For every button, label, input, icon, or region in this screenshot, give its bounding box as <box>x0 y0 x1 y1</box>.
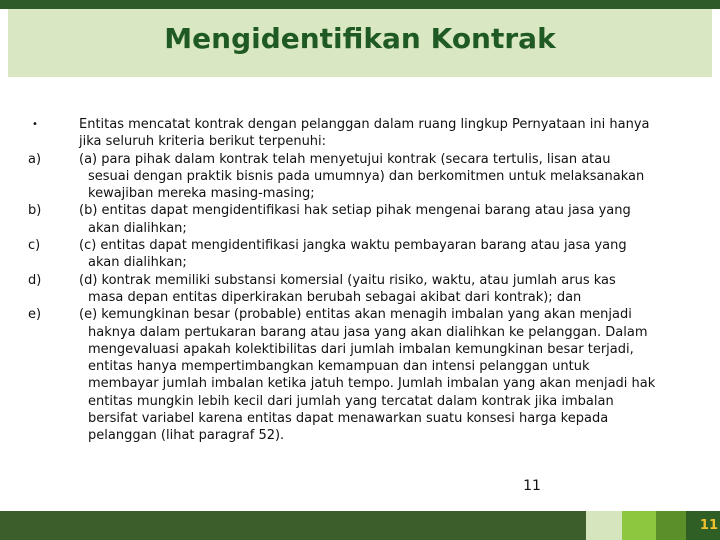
text-line: (a) para pihak dalam kontrak telah menyetujui kontrak (secara tertulis, lisan atau <box>79 151 611 167</box>
text-line: akan dialihkan; <box>88 255 187 271</box>
text-line: bersifat variabel karena entitas dapat menawarkan suatu konsesi harga kepada <box>88 411 609 427</box>
footer-square-mid <box>656 511 686 540</box>
item-marker: e) <box>28 307 42 323</box>
item-marker: b) <box>28 203 42 219</box>
item-marker: a) <box>28 151 42 167</box>
list-item-text <box>79 272 700 307</box>
list-item-text <box>79 116 700 151</box>
text-line: akan dialihkan; <box>88 220 187 236</box>
text-line: entitas mungkin lebih kecil dari jumlah yang tercatat dalam kontrak jika imbalan <box>88 393 614 409</box>
text-line: kewajiban mereka masing-masing; <box>88 186 315 202</box>
list-item-a <box>28 151 700 203</box>
list-item-text <box>79 306 700 444</box>
text-line: (d) kontrak memiliki substansi komersial (yaitu risiko, waktu, atau jumlah arus kas <box>79 272 616 288</box>
text-line: mengevaluasi apakah kolektibilitas dari jumlah imbalan kemungkinan besar terjadi, <box>88 341 634 357</box>
list-item-d <box>28 272 700 307</box>
text-line: membayar jumlah imbalan ketika jatuh tempo. Jumlah imbalan yang akan menjadi hak <box>88 376 656 392</box>
text-line: haknya dalam pertukaran barang atau jasa yang akan dialihkan ke pelanggan. Dalam <box>88 324 648 340</box>
list-item-text <box>79 202 700 237</box>
text-line: (e) kemungkinan besar (probable) entitas akan menagih imbalan yang akan menjadi <box>79 307 632 323</box>
page-number: 11 <box>523 478 541 494</box>
footer-square-lime <box>622 511 656 540</box>
text-line: (b) entitas dapat mengidentifikasi hak setiap pihak mengenai barang atau jasa yang <box>79 203 631 219</box>
list-item-text <box>79 151 700 203</box>
list-item-c <box>28 237 700 272</box>
text-line: Entitas mencatat kontrak dengan pelanggan dalam ruang lingkup Pernyataan ini hanya <box>79 117 650 132</box>
item-marker: d) <box>28 272 42 288</box>
slide-title: Mengidentifikan Kontrak <box>164 22 556 55</box>
footer-square-light <box>586 511 622 540</box>
list-item-e <box>28 306 700 444</box>
top-strip <box>0 0 720 9</box>
slide-body <box>28 116 700 445</box>
list-item-b <box>28 202 700 237</box>
text-line: (c) entitas dapat mengidentifikasi jangka waktu pembayaran barang atau jasa yang <box>79 238 627 254</box>
list-item-text <box>79 237 700 272</box>
text-line: masa depan entitas diperkirakan berubah sebagai akibat dari kontrak); dan <box>88 289 582 305</box>
list-item-intro <box>28 116 700 151</box>
text-line: entitas hanya mempertimbangkan kemampuan dan intensi pelanggan untuk <box>88 359 590 375</box>
bullet-marker: • <box>32 119 38 130</box>
text-line: sesuai dengan praktik bisnis pada umumnya) dan berkomitmen untuk melaksanakan <box>88 168 645 184</box>
text-line: pelanggan (lihat paragraf 52). <box>88 428 285 444</box>
footer-page-number: 11 <box>699 518 718 533</box>
text-line: jika seluruh kriteria berikut terpenuhi: <box>79 134 327 150</box>
item-marker: c) <box>28 238 41 254</box>
